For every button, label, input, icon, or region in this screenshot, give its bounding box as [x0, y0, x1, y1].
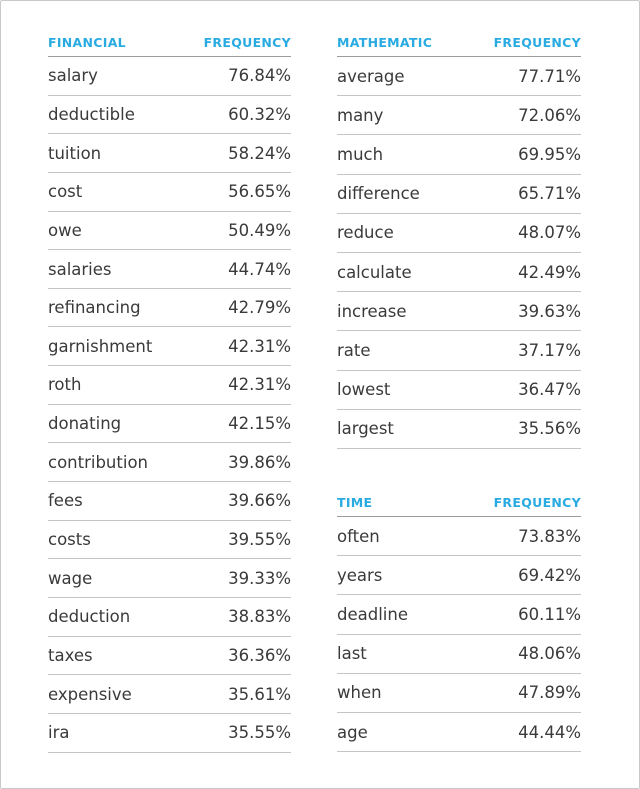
frequency-cell: 36.36%: [228, 645, 291, 665]
term-cell: deductible: [48, 104, 135, 124]
table-row: [337, 214, 581, 253]
frequency-cell: 60.11%: [518, 604, 581, 624]
frequency-column-header: FREQUENCY: [203, 35, 291, 50]
frequency-cell: 50.49%: [228, 220, 291, 240]
frequency-cell: 76.84%: [228, 66, 291, 86]
table-row: [337, 175, 581, 214]
table-row: [48, 96, 291, 135]
table-row: [48, 289, 291, 328]
frequency-column-header: FREQUENCY: [493, 495, 581, 510]
term-cell: taxes: [48, 645, 93, 665]
frequency-cell: 35.55%: [228, 723, 291, 743]
table-row: [337, 410, 581, 449]
time-column-header: TIME: [337, 495, 373, 510]
table-row: [48, 405, 291, 444]
table-row: [337, 135, 581, 174]
table-row: [48, 482, 291, 521]
frequency-cell: 39.55%: [228, 530, 291, 549]
table-row: [337, 556, 581, 595]
table-row: [337, 292, 581, 331]
frequency-cell: 39.33%: [228, 568, 291, 588]
term-cell: garnishment: [48, 336, 153, 356]
table-row: [48, 173, 291, 212]
table-row: [337, 57, 581, 96]
frequency-cell: 44.74%: [228, 259, 291, 279]
frequency-cell: 39.63%: [518, 301, 581, 321]
term-cell: largest: [337, 419, 394, 439]
term-cell: calculate: [337, 262, 412, 282]
frequency-cell: 72.06%: [518, 105, 581, 125]
time-rows: [337, 517, 581, 752]
term-cell: often: [337, 526, 380, 546]
frequency-cell: 48.07%: [518, 223, 581, 243]
term-cell: owe: [48, 220, 82, 240]
financial-table: [48, 28, 291, 753]
table-row: [48, 598, 291, 637]
mathematic-column-header: MATHEMATIC: [337, 35, 433, 50]
term-cell: costs: [48, 530, 91, 549]
table-row: [337, 371, 581, 410]
term-cell: fees: [48, 491, 83, 511]
table-row: [337, 253, 581, 292]
term-cell: refinancing: [48, 298, 141, 318]
term-cell: many: [337, 105, 384, 125]
term-cell: last: [337, 644, 367, 664]
frequency-cell: 73.83%: [518, 526, 581, 546]
frequency-cell: 38.83%: [228, 607, 291, 627]
term-cell: deduction: [48, 607, 131, 627]
mathematic-table: [337, 28, 581, 449]
frequency-cell: 39.86%: [228, 452, 291, 472]
term-cell: expensive: [48, 684, 132, 704]
table-row: [337, 517, 581, 556]
frequency-cell: 35.61%: [228, 684, 291, 704]
table-row: [48, 714, 291, 753]
time-table-header: [337, 488, 581, 517]
table-row: [48, 366, 291, 405]
term-cell: salary: [48, 66, 98, 86]
frequency-cell: 58.24%: [228, 143, 291, 163]
table-row: [337, 635, 581, 674]
frequency-cell: 42.31%: [228, 336, 291, 356]
mathematic-table-header: [337, 28, 581, 57]
term-cell: contribution: [48, 452, 148, 472]
term-cell: age: [337, 722, 368, 742]
term-cell: years: [337, 565, 383, 585]
frequency-cell: 42.49%: [518, 262, 581, 282]
term-cell: cost: [48, 182, 83, 202]
term-cell: tuition: [48, 143, 102, 163]
frequency-cell: 42.79%: [228, 298, 291, 318]
table-row: [337, 595, 581, 634]
table-row: [337, 674, 581, 713]
term-cell: deadline: [337, 604, 408, 624]
frequency-cell: 35.56%: [518, 419, 581, 439]
term-cell: average: [337, 66, 405, 86]
table-row: [48, 521, 291, 560]
table-row: [48, 637, 291, 676]
frequency-cell: 44.44%: [518, 722, 581, 742]
table-row: [337, 96, 581, 135]
time-table: [337, 488, 581, 752]
term-cell: reduce: [337, 223, 394, 243]
frequency-cell: 69.95%: [518, 144, 581, 164]
term-cell: donating: [48, 414, 122, 434]
table-row: [337, 713, 581, 752]
term-cell: ira: [48, 723, 70, 743]
term-cell: lowest: [337, 380, 391, 400]
frequency-cell: 39.66%: [228, 491, 291, 511]
frequency-column-header: FREQUENCY: [493, 35, 581, 50]
term-cell: difference: [337, 184, 420, 204]
table-row: [48, 327, 291, 366]
frequency-cell: 42.15%: [228, 414, 291, 434]
term-cell: wage: [48, 568, 93, 588]
term-cell: increase: [337, 301, 407, 321]
table-row: [48, 675, 291, 714]
frequency-cell: 60.32%: [228, 104, 291, 124]
table-row: [48, 57, 291, 96]
frequency-cell: 69.42%: [518, 565, 581, 585]
term-cell: when: [337, 683, 382, 703]
table-row: [48, 559, 291, 598]
frequency-cell: 42.31%: [228, 375, 291, 395]
frequency-cell: 36.47%: [518, 380, 581, 400]
term-cell: rate: [337, 340, 371, 360]
table-row: [48, 250, 291, 289]
term-cell: salaries: [48, 259, 112, 279]
table-row: [48, 212, 291, 251]
term-cell: much: [337, 144, 384, 164]
frequency-cell: 77.71%: [518, 66, 581, 86]
table-row: [48, 134, 291, 173]
frequency-cell: 56.65%: [228, 182, 291, 202]
frequency-cell: 37.17%: [518, 340, 581, 360]
financial-rows: [48, 57, 291, 753]
frequency-cell: 65.71%: [518, 184, 581, 204]
frequency-cell: 47.89%: [518, 683, 581, 703]
table-row: [337, 331, 581, 370]
table-row: [48, 443, 291, 482]
financial-table-header: [48, 28, 291, 57]
term-cell: roth: [48, 375, 82, 395]
frequency-cell: 48.06%: [518, 644, 581, 664]
financial-column-header: FINANCIAL: [48, 35, 126, 50]
mathematic-rows: [337, 57, 581, 449]
